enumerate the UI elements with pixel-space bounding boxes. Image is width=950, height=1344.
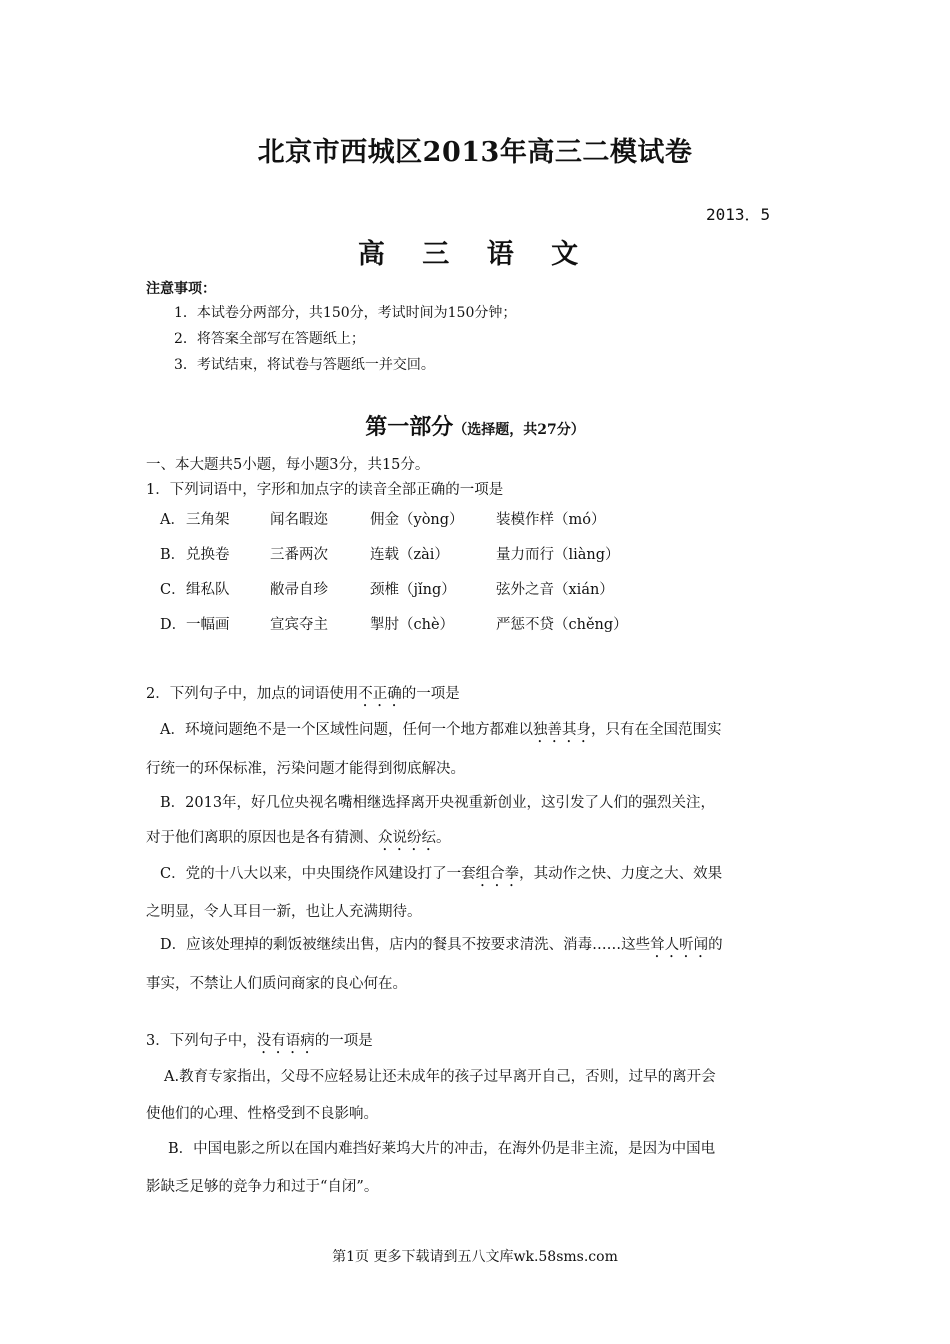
emphasis-text: 没有语病	[256, 1033, 315, 1049]
exam-subject: 高 三 语 文	[357, 239, 593, 270]
q1-option-d-word: 严惩不贷（chěng）	[496, 617, 628, 633]
option-text: 的	[708, 937, 723, 953]
emphasis-text: 组合拳	[475, 866, 520, 882]
notice-title: 注意事项：	[146, 281, 216, 297]
q1-option-b-word: 三番两次	[270, 547, 328, 563]
q1-option-c-word: 颈椎（jǐng）	[370, 582, 456, 598]
q3-option-b-line2: 影缺乏足够的竞争力和过于“自闭”。	[146, 1179, 379, 1195]
q1-option-a-word: 装模作样（mó）	[496, 512, 606, 528]
notice-item: 1．本试卷分两部分，共150分，考试时间为150分钟；	[174, 305, 517, 321]
question-1-stem: 1．下列词语中，字形和加点字的读音全部正确的一项是	[146, 482, 504, 498]
q2-option-a-line1	[160, 718, 721, 746]
q1-option-c-word: 缉私队	[186, 582, 230, 598]
option-text: D．应该处理掉的剩饭被继续出售，店内的餐具不按要求清洗、消毒……这些	[160, 937, 651, 953]
page-footer: 第1页 更多下载请到五八文库wk.58sms.com	[332, 1249, 618, 1265]
exam-date: 2013．5	[706, 205, 771, 224]
option-text: ，只有在全国范围实	[590, 722, 722, 738]
option-text: A．环境问题绝不是一个区域性问题，任何一个地方都难以	[160, 722, 533, 738]
q1-option-c-word: 敝帚自珍	[270, 582, 328, 598]
question-2-stem	[146, 682, 460, 710]
q1-option-b-word: 兑换卷	[186, 547, 230, 563]
section-intro: 一、本大题共5小题，每小题3分，共15分。	[146, 457, 430, 473]
q3-option-a-line1: A.教育专家指出，父母不应轻易让还未成年的孩子过早离开自己，否则，过早的离开会	[164, 1069, 716, 1085]
q2-option-c-line2: 之明显，令人耳目一新，也让人充满期待。	[146, 904, 422, 920]
q1-option-c-word: 弦外之音（xián）	[496, 582, 614, 598]
q2-option-c-line1	[160, 862, 722, 890]
notice-item: 3．考试结束，将试卷与答题纸一并交回。	[174, 357, 435, 373]
option-text: ，其动作之快、力度之大、效果	[519, 866, 723, 882]
q1-option-b-word: 量力而行（liàng）	[496, 547, 620, 563]
emphasis-text: 独善其身	[532, 722, 591, 738]
q3-option-b-line1: B．中国电影之所以在国内难挡好莱坞大片的冲击，在海外仍是非主流，是因为中国电	[168, 1141, 716, 1157]
option-text: C．党的十八大以来，中央围绕作风建设打了一套	[160, 866, 476, 882]
q2-option-b-line1: B．2013年，好几位央视名嘴相继选择离开央视重新创业，这引发了人们的强烈关注，	[160, 795, 716, 811]
option-text: 。	[436, 830, 451, 846]
q1-option-c-label: C．	[160, 582, 186, 598]
q1-option-d-word: 一幅画	[186, 617, 230, 633]
q2-option-a-line2: 行统一的环保标准，污染问题才能得到彻底解决。	[146, 761, 465, 777]
part-title: 第一部分	[365, 414, 454, 440]
q2-option-b-line2	[146, 826, 451, 854]
q1-option-d-word: 掣肘（chè）	[370, 617, 455, 633]
stem-text: 的一项是	[401, 686, 460, 702]
q1-option-a-label: A．	[160, 512, 185, 528]
question-3-stem	[146, 1029, 373, 1057]
q3-option-a-line2: 使他们的心理、性格受到不良影响。	[146, 1106, 378, 1122]
q1-option-a-word: 闻名暇迩	[270, 512, 328, 528]
option-text: 对于他们离职的原因也是各有猜测、	[146, 830, 378, 846]
stem-text: 3．下列句子中，	[146, 1033, 257, 1049]
q1-option-d-word: 宣宾夺主	[270, 617, 328, 633]
q1-option-a-word: 佣金（yòng）	[370, 512, 464, 528]
stem-text: 的一项是	[314, 1033, 373, 1049]
q1-option-b-word: 连载（zài）	[370, 547, 449, 563]
emphasis-text: 不正确	[358, 686, 402, 702]
exam-title: 北京市西城区2013年高三二模试卷	[257, 137, 693, 168]
q2-option-d-line1	[160, 933, 723, 961]
q1-option-b-label: B．	[160, 547, 186, 563]
emphasis-text: 耸人听闻	[650, 937, 709, 953]
emphasis-text: 众说纷纭	[378, 830, 436, 846]
q2-option-d-line2: 事实，不禁让人们质问商家的良心何在。	[146, 976, 407, 992]
q1-option-a-word: 三角架	[186, 512, 230, 528]
notice-item: 2．将答案全部写在答题纸上；	[174, 331, 365, 347]
stem-text: 2．下列句子中，加点的词语使用	[146, 686, 359, 702]
part-heading	[0, 410, 950, 441]
part-note: （选择题，共27分）	[453, 422, 585, 438]
q1-option-d-label: D．	[160, 617, 187, 633]
